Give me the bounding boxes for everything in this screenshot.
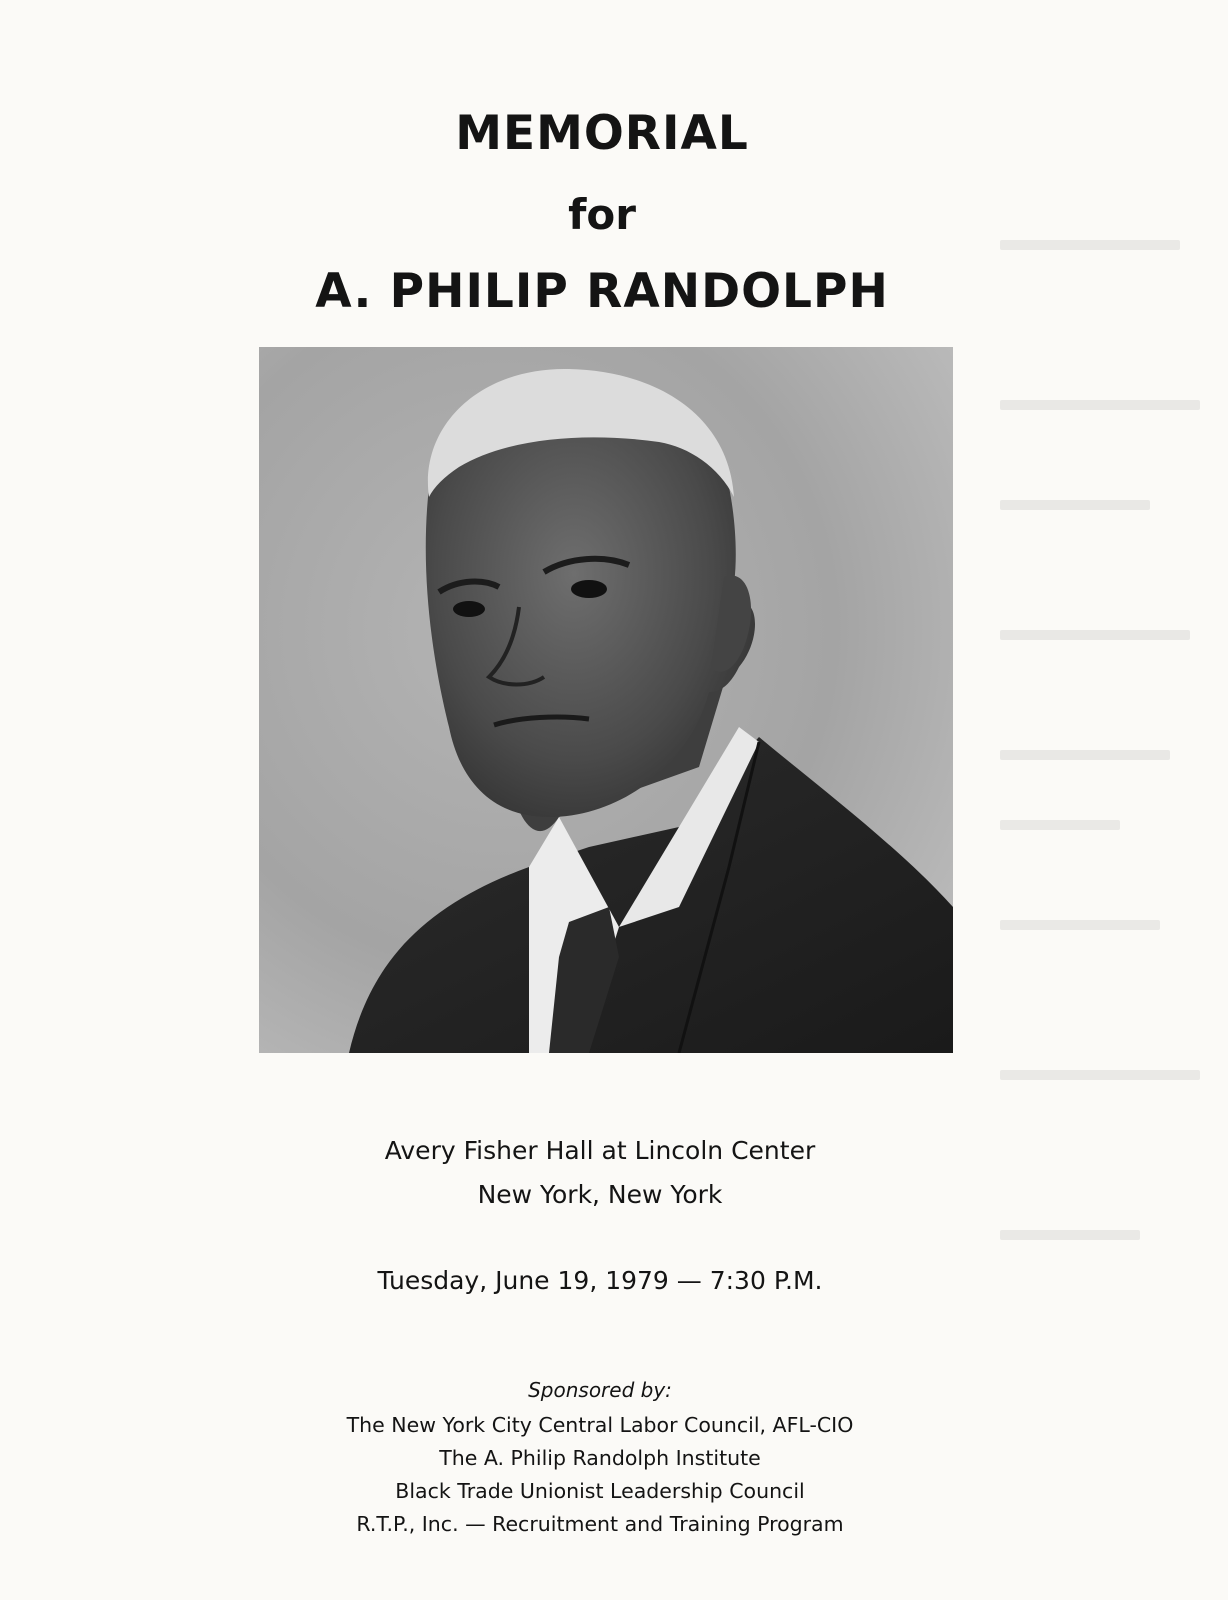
- venue-name: Avery Fisher Hall at Lincoln Center: [384, 1136, 816, 1165]
- sponsor-item: The New York City Central Labor Council, AFL-CIO: [346, 1413, 854, 1437]
- reverse-side-bleed-through: [1000, 200, 1210, 1300]
- sponsor-item: R.T.P., Inc. — Recruitment and Training Program: [356, 1512, 844, 1536]
- sponsored-by-label: Sponsored by:: [528, 1378, 672, 1402]
- heading-for: for: [568, 190, 636, 239]
- sponsor-item: The A. Philip Randolph Institute: [439, 1446, 761, 1470]
- heading-memorial: MEMORIAL: [455, 106, 749, 161]
- event-date-time: Tuesday, June 19, 1979 — 7:30 P.M.: [377, 1266, 823, 1295]
- sponsor-item: Black Trade Unionist Leadership Council: [395, 1479, 805, 1503]
- portrait-photo: [259, 347, 953, 1053]
- venue-city: New York, New York: [477, 1180, 723, 1209]
- heading-honoree-name: A. PHILIP RANDOLPH: [315, 264, 889, 319]
- portrait-photo-icon: [259, 347, 953, 1053]
